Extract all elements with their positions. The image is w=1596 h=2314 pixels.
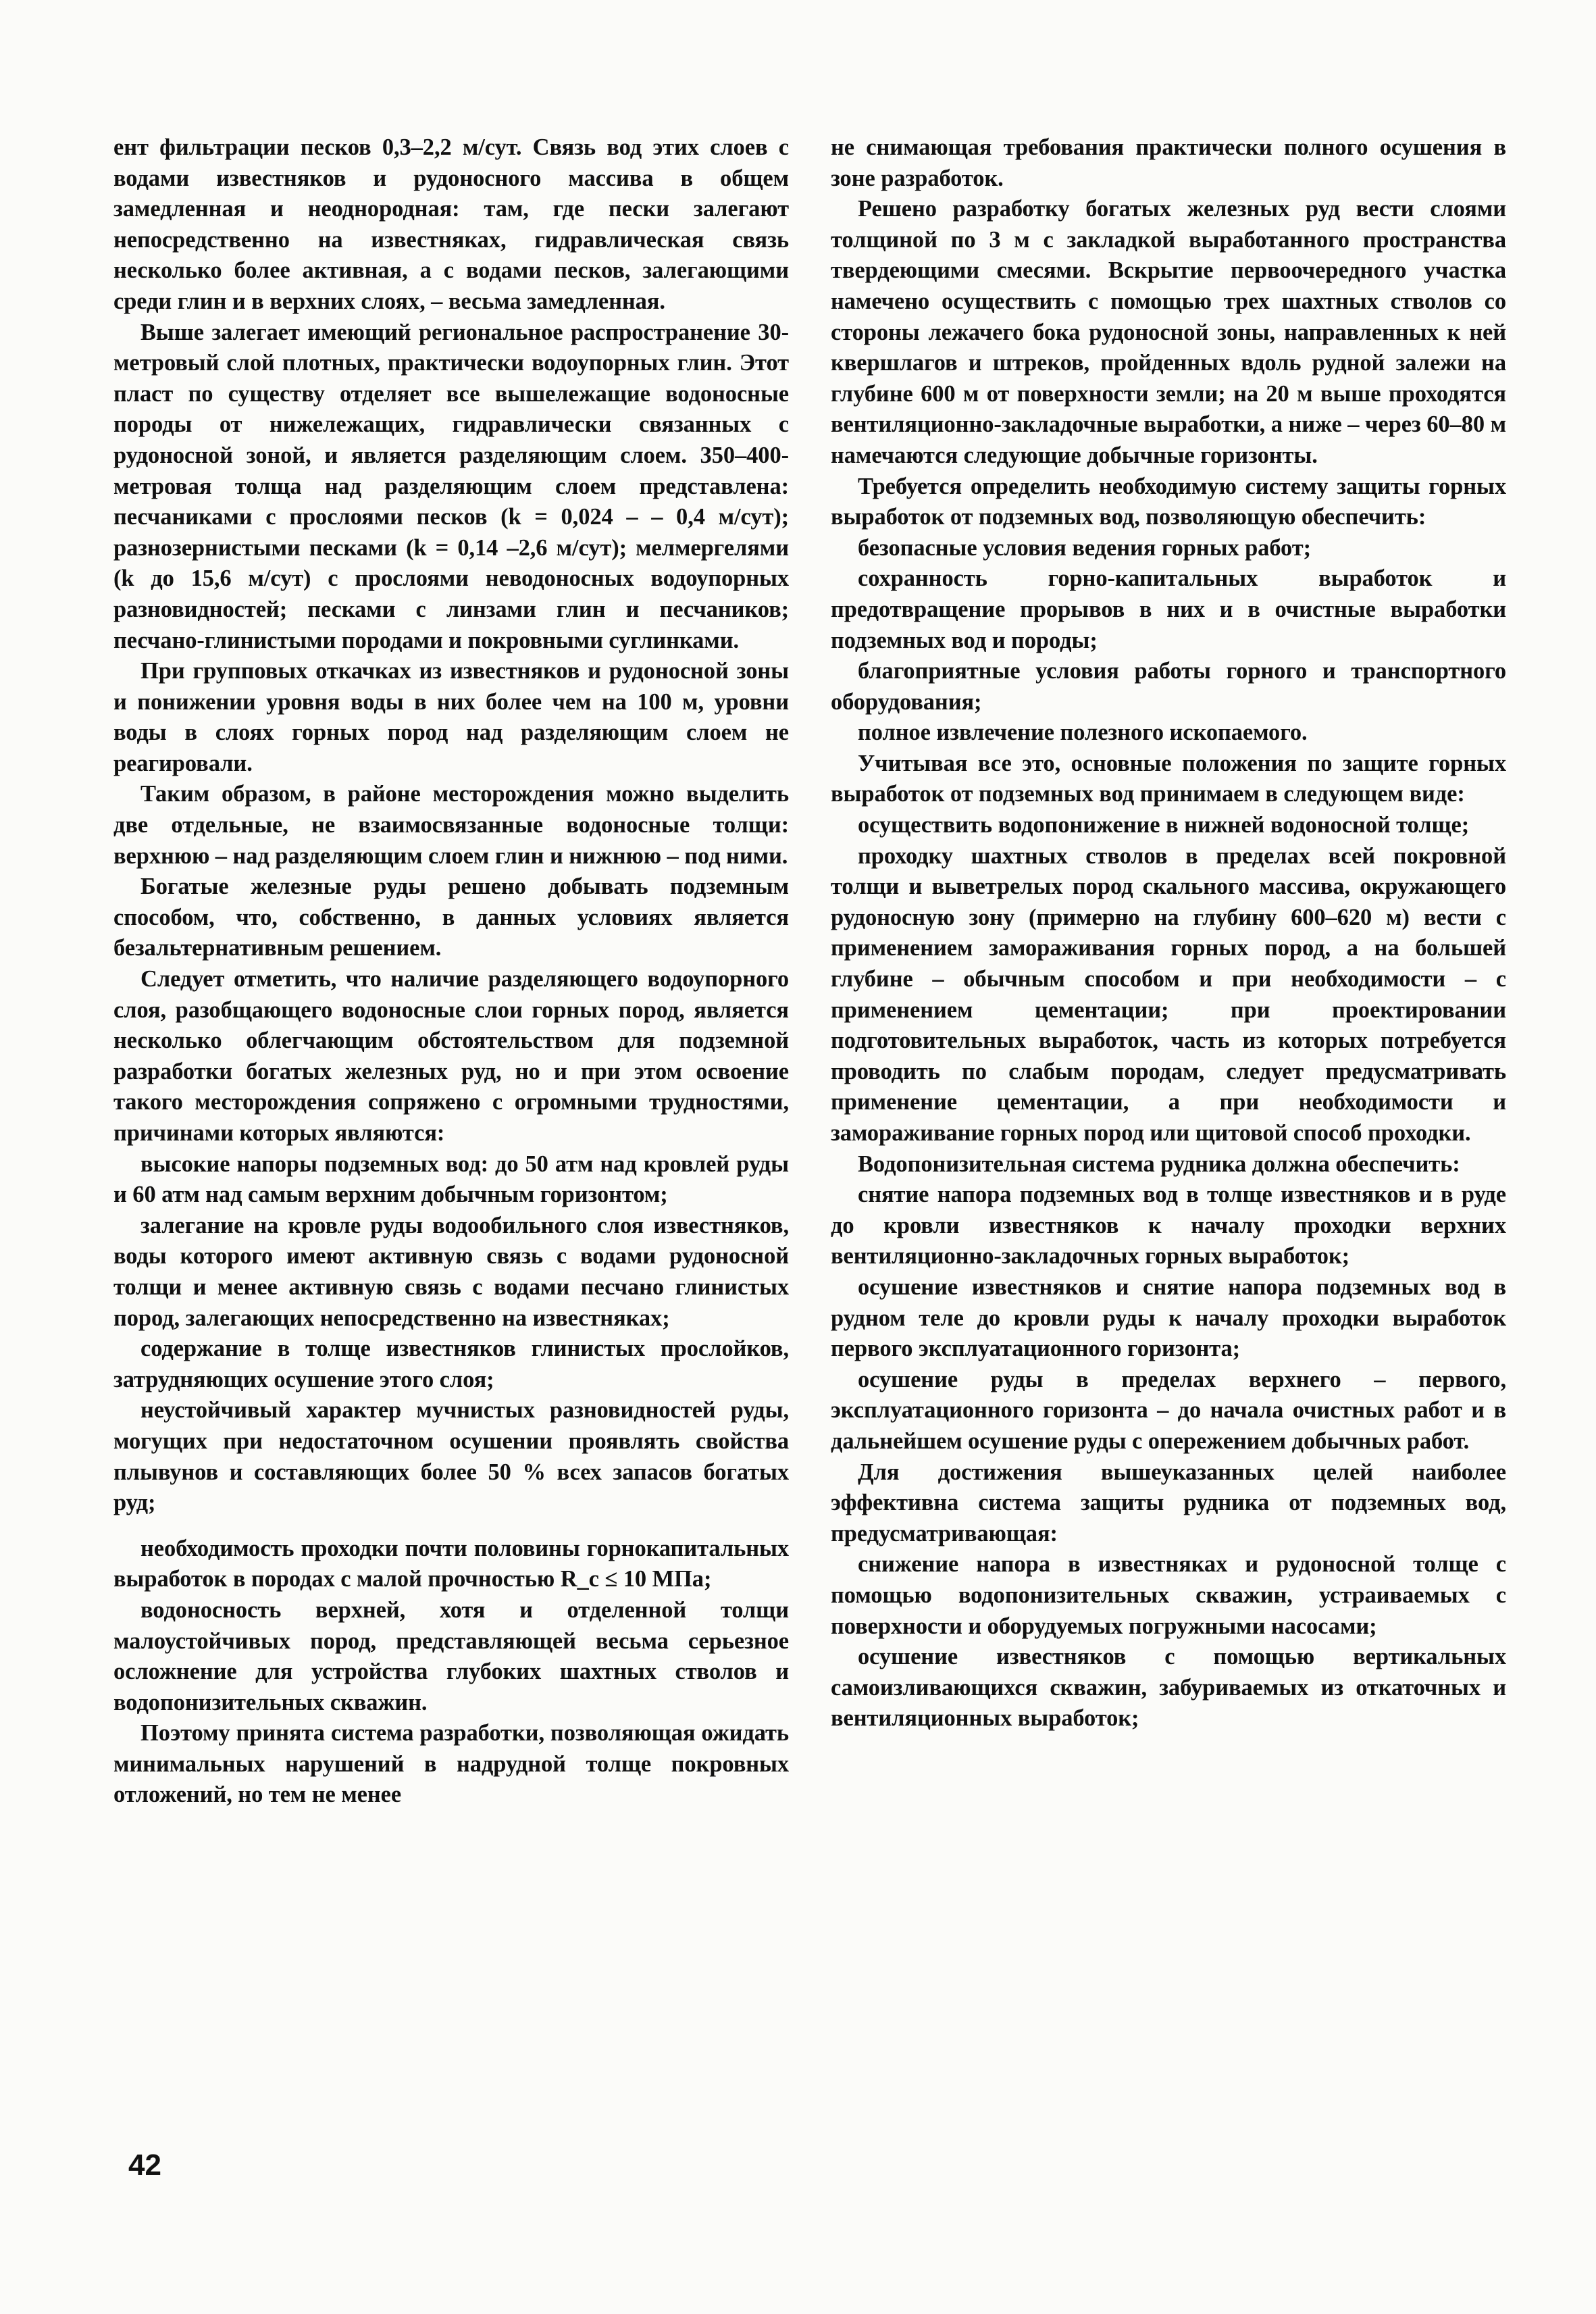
- list-item: осуществить водопонижение в нижней водоносной толще;: [858, 812, 1470, 838]
- left-column: [113, 132, 789, 1811]
- list-item: высокие напоры подземных вод: до 50 атм над кровлей руды и 60 атм над самым верхним добычным горизонтом;: [113, 1151, 789, 1208]
- list-item: содержание в толще известняков глинистых прослойков, затрудняющих осушение этого слоя;: [113, 1336, 789, 1392]
- paragraph: Решено разработку богатых железных руд вести слоями толщиной по 3 м с закладкой выработанного пространства твердеющими смесями. Вскрытие первоочередного участка намечено осуществить с помощью трех шахтных стволов со стороны лежачего бока рудоносной зоны, направленных к ней квершлагов и штреков, пройденных вдоль рудной залежи на глубине 600 м от поверхности земли; на 20 м выше проходятся вентиляционно-закладочные выработки, а ниже – через 60–80 м намечаются следующие добычные горизонты.: [831, 196, 1506, 468]
- list-item: водоносность верхней, хотя и отделенной толщи малоустойчивых пород, представляющей весьма серьезное осложнение для устройства глубоких шахтных стволов и водопонизительных скважин.: [113, 1596, 789, 1715]
- list-item: благоприятные условия работы горного и транспортного оборудования;: [831, 658, 1506, 715]
- list-item: осушение известняков с помощью вертикальных самоизливающихся скважин, забуриваемых из откаточных и вентиляционных выработок;: [831, 1644, 1506, 1732]
- list-item: снятие напора подземных вод в толще известняков и в руде до кровли известняков к началу проходки верхних вентиляционно-закладочных горных выработок;: [831, 1182, 1506, 1269]
- paragraph: ент фильтрации песков 0,3–2,2 м/сут. Связь вод этих слоев с водами известняков и рудоносного массива в общем замедленная и неоднородная: там, где пески залегают непосредственно на известняках, гидравлическая связь несколько более активная, а с водами песков, залегающими среди глин и в верхних слоях, – весьма замедленная.: [113, 134, 789, 314]
- list-item: залегание на кровле руды водообильного слоя известняков, воды которого имеют активную связь с водами рудоносной толщи и менее активную связь с водами песчано глинистых пород, залегающих непосредственно на известняках;: [113, 1212, 789, 1331]
- paragraph: Поэтому принята система разработки, позволяющая ожидать минимальных нарушений в надрудной толще покровных отложений, но тем не менее: [113, 1720, 789, 1808]
- paragraph: Водопонизительная система рудника должна обеспечить:: [858, 1151, 1460, 1177]
- right-column: [831, 132, 1506, 1734]
- paragraph: Богатые железные руды решено добывать подземным способом, что, собственно, в данных условиях является безальтернативным решением.: [113, 874, 789, 961]
- list-item: полное извлечение полезного ископаемого.: [858, 720, 1308, 746]
- paragraph: не снимающая требования практически полного осушения в зоне разработок.: [831, 134, 1506, 191]
- paragraph: Для достижения вышеуказанных целей наиболее эффективна система защиты рудника от подземных вод, предусматривающая:: [831, 1459, 1506, 1546]
- paragraph: Требуется определить необходимую систему защиты горных выработок от подземных вод, позволяющую обеспечить:: [831, 473, 1506, 530]
- paragraph: Таким образом, в районе месторождения можно выделить две отдельные, не взаимосвязанные водоносные толщи: верхнюю – над разделяющим слоем глин и нижнюю – под ними.: [113, 781, 789, 869]
- paragraph: Учитывая все это, основные положения по защите горных выработок от подземных вод принимаем в следующем виде:: [831, 750, 1506, 807]
- paragraph: Выше залегает имеющий региональное распространение 30-метровый слой плотных, практически водоупорных глин. Этот пласт по существу отделяет все вышележащие водоносные породы от нижележащих, гидравлически связанных с рудоносной зоной, и является разделяющим слоем. 350–400-метровая толща над разделяющим слоем представлена: песчаниками с прослоями песков (k = 0,024 – – 0,4 м/сут); разнозернистыми песками (k = 0,14 –2,6 м/сут); мелмергелями (k до 15,6 м/сут) с прослоями неводоносных водоупорных разновидностей; песками с линзами глин и песчаников; песчано-глинистыми породами и покровными суглинками.: [113, 319, 789, 653]
- list-item: необходимость проходки почти половины горнокапитальных выработок в породах с малой прочностью R_c ≤ 10 МПа;: [113, 1535, 789, 1592]
- paragraph: Следует отметить, что наличие разделяющего водоупорного слоя, разобщающего водоносные слои горных пород, является несколько облегчающим обстоятельством для подземной разработки богатых железных руд, но и при этом освоение такого месторождения сопряжено с огромными трудностями, причинами которых являются:: [113, 966, 789, 1146]
- list-item: осушение известняков и снятие напора подземных вод в рудном теле до кровли руды к началу проходки выработок первого эксплуатационного горизонта;: [831, 1274, 1506, 1362]
- list-item: проходку шахтных стволов в пределах всей покровной толщи и выветрелых пород скального массива, окружающего рудоносную зону (примерно на глубину 600–620 м) вести с применением замораживания горных пород, а на большей глубине – обычным способом и при необходимости – с применением цементации; при проектировании подготовительных выработок, часть из которых потребуется проводить по слабым породам, следует предусматривать применение цементации, а при необходимости и замораживание горных пород или щитовой способ проходки.: [831, 842, 1506, 1146]
- paragraph: При групповых откачках из известняков и рудоносной зоны и понижении уровня воды в них более чем на 100 м, уровни воды в слоях горных пород над разделяющим слоем не реагировали.: [113, 658, 789, 776]
- list-item: неустойчивый характер мучнистых разновидностей руды, могущих при недостаточном осушении проявлять свойства плывунов и составляющих более 50 % всех запасов богатых руд;: [113, 1397, 789, 1516]
- list-item: осушение руды в пределах верхнего – первого, эксплуатационного горизонта – до начала очистных работ и в дальнейшем осушение руды с опережением добычных работ.: [831, 1366, 1506, 1454]
- page-number: 42: [128, 2148, 161, 2182]
- list-item: безопасные условия ведения горных работ;: [858, 534, 1311, 561]
- list-item: снижение напора в известняках и рудоносной толще с помощью водопонизительных скважин, устраиваемых с поверхности и оборудуемых погружными насосами;: [831, 1551, 1506, 1639]
- list-item: сохранность горно-капитальных выработок и предотвращение прорывов в них и в очистные выработки подземных вод и породы;: [831, 565, 1506, 653]
